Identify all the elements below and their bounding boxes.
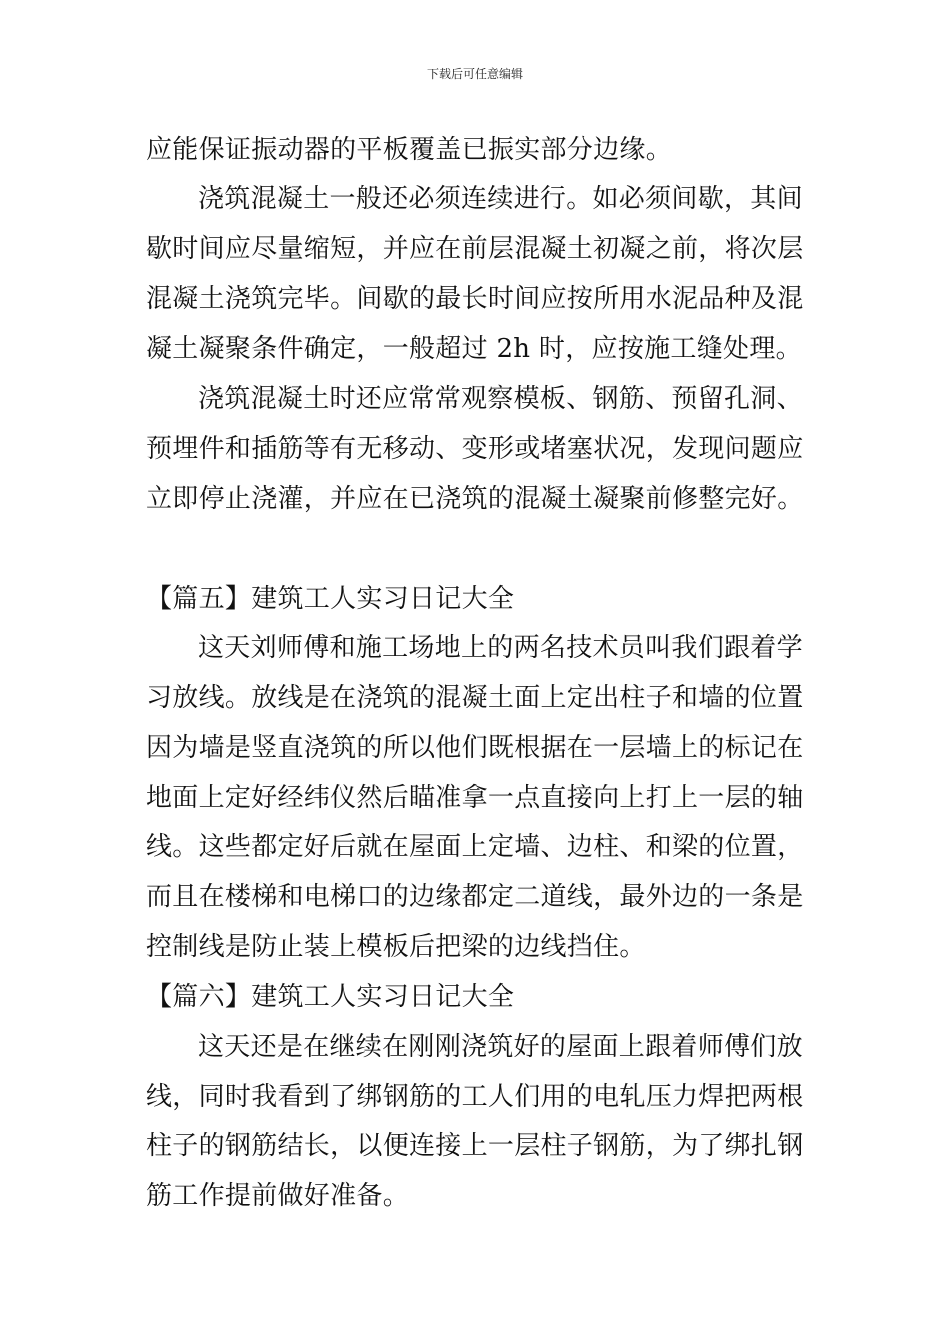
body-line: 线。这些都定好后就在屋面上定墙、边柱、和梁的位置， bbox=[146, 832, 804, 862]
body-line: 立即停止浇灌，并应在已浇筑的混凝土凝聚前修整完好。 bbox=[146, 484, 804, 514]
paragraph-first-line: 这天刘师傅和施工场地上的两名技术员叫我们跟着学 bbox=[198, 633, 803, 663]
section-heading: 【篇六】建筑工人实习日记大全 bbox=[146, 982, 515, 1012]
body-line: 凝土凝聚条件确定，一般超过 2h 时，应按施工缝处理。 bbox=[146, 334, 802, 364]
page-header: 下载后可任意编辑 bbox=[426, 67, 523, 81]
body-line: 筋工作提前做好准备。 bbox=[146, 1181, 410, 1211]
body-line: 因为墙是竖直浇筑的所以他们既根据在一层墙上的标记在 bbox=[146, 733, 804, 763]
body-line: 习放线。放线是在浇筑的混凝土面上定出柱子和墙的位置 bbox=[146, 683, 804, 713]
body-line: 歇时间应尽量缩短，并应在前层混凝土初凝之前，将次层 bbox=[146, 234, 804, 264]
body-line: 预埋件和插筋等有无移动、变形或堵塞状况，发现问题应 bbox=[146, 434, 804, 464]
paragraph-first-line: 浇筑混凝土一般还必须连续进行。如必须间歇，其间 bbox=[198, 184, 803, 214]
body-line: 混凝土浇筑完毕。间歇的最长时间应按所用水泥品种及混 bbox=[146, 284, 804, 314]
body-line: 控制线是防止装上模板后把梁的边线挡住。 bbox=[146, 932, 646, 962]
section-heading: 【篇五】建筑工人实习日记大全 bbox=[146, 584, 515, 614]
body-line: 线，同时我看到了绑钢筋的工人们用的电轧压力焊把两根 bbox=[146, 1082, 804, 1112]
body-line: 而且在楼梯和电梯口的边缘都定二道线，最外边的一条是 bbox=[146, 882, 804, 912]
body-line: 地面上定好经纬仪然后瞄准拿一点直接向上打上一层的轴 bbox=[146, 783, 804, 813]
paragraph-first-line: 浇筑混凝土时还应常常观察模板、钢筋、预留孔洞、 bbox=[198, 384, 803, 414]
body-line: 柱子的钢筋结长，以便连接上一层柱子钢筋，为了绑扎钢 bbox=[146, 1131, 804, 1161]
body-line: 应能保证振动器的平板覆盖已振实部分边缘。 bbox=[146, 135, 673, 165]
paragraph-first-line: 这天还是在继续在刚刚浇筑好的屋面上跟着师傅们放 bbox=[198, 1032, 803, 1062]
